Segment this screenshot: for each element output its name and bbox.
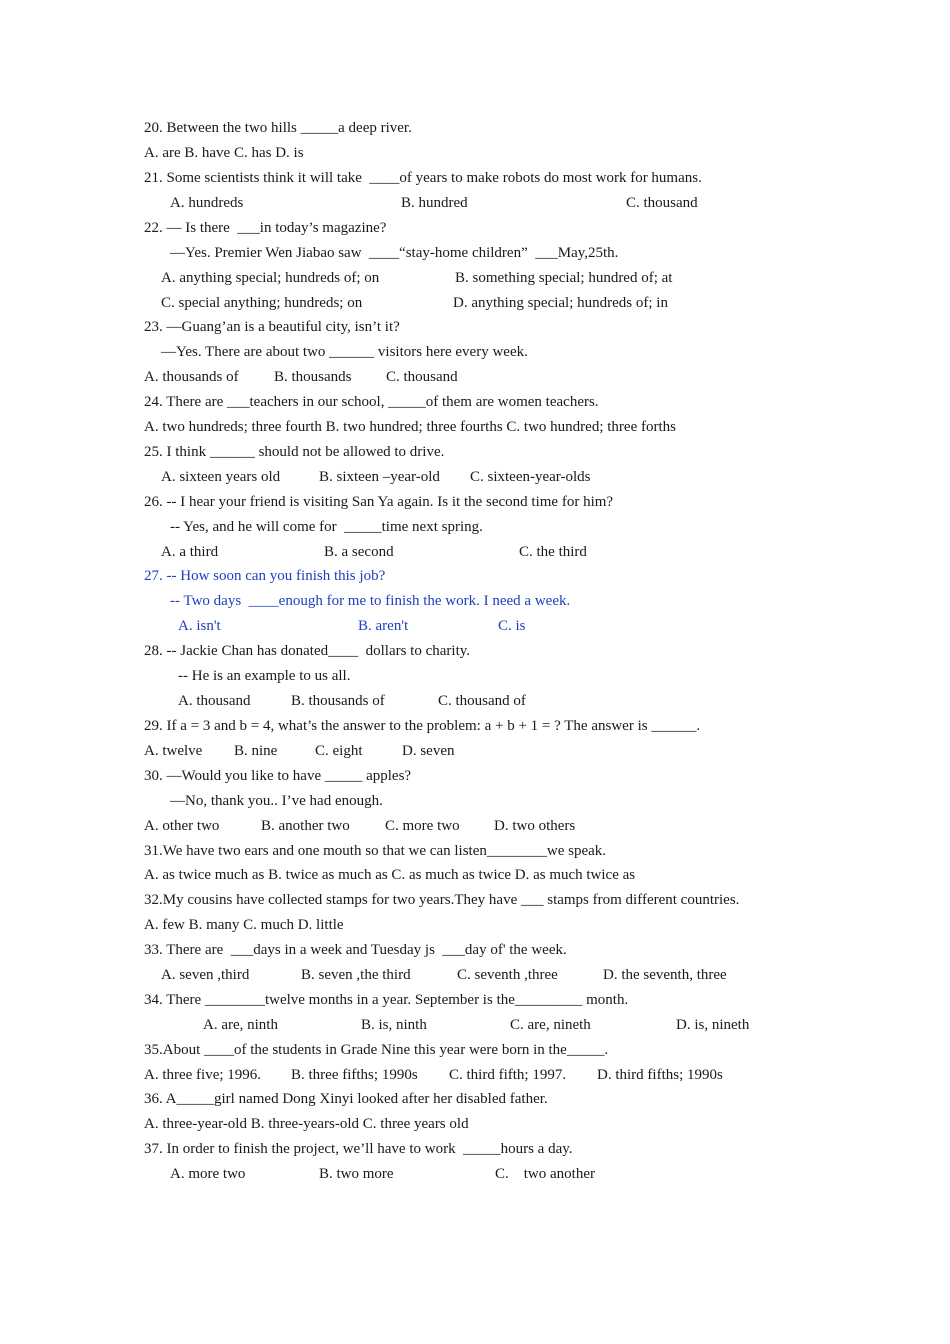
answer-option: B. sixteen –year-old xyxy=(319,469,440,485)
question-line: —Yes. There are about two ______ visitors here every week. xyxy=(161,344,528,360)
question-line: -- Yes, and he will come for _____time next spring. xyxy=(170,519,483,535)
answer-option: B. thousands of xyxy=(291,693,385,709)
answer-option: A. hundreds xyxy=(170,195,244,211)
question-line: 31.We have two ears and one mouth so that we can listen________we speak. xyxy=(144,843,607,859)
question-line xyxy=(0,1066,950,1084)
question-line: 25. I think ______ should not be allowed to drive. xyxy=(144,444,445,460)
answer-option: D. two others xyxy=(494,818,576,834)
question-line: —Yes. Premier Wen Jiabao saw ____“stay-home children” ___May,25th. xyxy=(170,245,619,261)
answer-option: D. third fifths; 1990s xyxy=(597,1067,723,1083)
answer-option: C. is xyxy=(498,618,526,634)
question-line: 26. -- I hear your friend is visiting San Ya again. Is it the second time for him? xyxy=(144,494,614,510)
question-line xyxy=(0,817,950,835)
answer-option: A. thousands of xyxy=(144,369,239,385)
question-line xyxy=(0,617,950,635)
answer-option: C. special anything; hundreds; on xyxy=(161,295,363,311)
answer-option: B. is, ninth xyxy=(361,1017,427,1033)
answer-option: B. something special; hundred of; at xyxy=(455,270,673,286)
question-line xyxy=(0,966,950,984)
question-line: A. two hundreds; three fourth B. two hundred; three fourths C. two hundred; three forths xyxy=(144,419,676,435)
question-line: 23. —Guang’an is a beautiful city, isn’t it? xyxy=(144,319,400,335)
question-line xyxy=(0,742,950,760)
answer-option: C. two another xyxy=(495,1166,595,1182)
answer-option: D. the seventh, three xyxy=(603,967,727,983)
answer-option: D. is, nineth xyxy=(676,1017,750,1033)
answer-option: B. a second xyxy=(324,544,394,560)
question-line xyxy=(0,468,950,486)
answer-option: C. eight xyxy=(315,743,363,759)
question-line: 29. If a = 3 and b = 4, what’s the answer to the problem: a + b + 1 = ? The answer is ______. xyxy=(144,718,701,734)
answer-option: C. sixteen-year-olds xyxy=(470,469,591,485)
answer-option: B. nine xyxy=(234,743,278,759)
question-line: 33. There are ___days in a week and Tuesday js ___day of' the week. xyxy=(144,942,567,958)
answer-option: B. two more xyxy=(319,1166,394,1182)
question-line xyxy=(0,543,950,561)
question-line xyxy=(0,194,950,212)
question-line: 22. — Is there ___in today’s magazine? xyxy=(144,220,387,236)
question-line xyxy=(0,1016,950,1034)
question-line: 28. -- Jackie Chan has donated____ dollars to charity. xyxy=(144,643,471,659)
answer-option: B. aren't xyxy=(358,618,409,634)
answer-option: C. the third xyxy=(519,544,587,560)
question-line: -- He is an example to us all. xyxy=(178,668,351,684)
question-line: 32.My cousins have collected stamps for two years.They have ___ stamps from different countries. xyxy=(144,892,740,908)
question-line: A. as twice much as B. twice as much as C. as much as twice D. as much twice as xyxy=(144,867,636,883)
question-line: 24. There are ___teachers in our school, _____of them are women teachers. xyxy=(144,394,599,410)
answer-option: A. sixteen years old xyxy=(161,469,281,485)
answer-option: A. thousand xyxy=(178,693,251,709)
question-line xyxy=(0,294,950,312)
answer-option: A. other two xyxy=(144,818,220,834)
answer-option: D. seven xyxy=(402,743,455,759)
question-line: -- Two days ____enough for me to finish the work. I need a week. xyxy=(170,593,571,609)
answer-option: C. more two xyxy=(385,818,460,834)
question-line xyxy=(0,1165,950,1183)
answer-option: B. hundred xyxy=(401,195,468,211)
question-line: —No, thank you.. I’ve had enough. xyxy=(170,793,383,809)
answer-option: D. anything special; hundreds of; in xyxy=(453,295,668,311)
answer-option: A. twelve xyxy=(144,743,203,759)
question-line: 21. Some scientists think it will take ____of years to make robots do most work for humans. xyxy=(144,170,702,186)
answer-option: C. seventh ,three xyxy=(457,967,558,983)
answer-option: C. thousand xyxy=(626,195,698,211)
question-line: 37. In order to finish the project, we’ll have to work _____hours a day. xyxy=(144,1141,573,1157)
answer-option: B. another two xyxy=(261,818,350,834)
question-line: A. three-year-old B. three-years-old C. three years old xyxy=(144,1116,469,1132)
question-line: 34. There ________twelve months in a year. September is the_________ month. xyxy=(144,992,629,1008)
answer-option: A. seven ,third xyxy=(161,967,250,983)
question-line: 30. —Would you like to have _____ apples? xyxy=(144,768,412,784)
question-line: 27. -- How soon can you finish this job? xyxy=(144,568,386,584)
answer-option: C. thousand of xyxy=(438,693,526,709)
answer-option: A. isn't xyxy=(178,618,221,634)
answer-option: B. three fifths; 1990s xyxy=(291,1067,418,1083)
question-line: 36. A_____girl named Dong Xinyi looked after her disabled father. xyxy=(144,1091,548,1107)
question-line: 35.About ____of the students in Grade Nine this year were born in the_____. xyxy=(144,1042,609,1058)
question-line xyxy=(0,269,950,287)
answer-option: C. third fifth; 1997. xyxy=(449,1067,567,1083)
answer-option: A. a third xyxy=(161,544,219,560)
answer-option: C. are, nineth xyxy=(510,1017,591,1033)
answer-option: A. are, ninth xyxy=(203,1017,278,1033)
question-line: 20. Between the two hills _____a deep river. xyxy=(144,120,412,136)
answer-option: A. anything special; hundreds of; on xyxy=(161,270,380,286)
question-line: A. are B. have C. has D. is xyxy=(144,145,304,161)
question-line: A. few B. many C. much D. little xyxy=(144,917,344,933)
answer-option: A. more two xyxy=(170,1166,246,1182)
answer-option: C. thousand xyxy=(386,369,458,385)
answer-option: B. seven ,the third xyxy=(301,967,411,983)
question-line xyxy=(0,368,950,386)
question-line xyxy=(0,692,950,710)
answer-option: A. three five; 1996. xyxy=(144,1067,262,1083)
answer-option: B. thousands xyxy=(274,369,352,385)
